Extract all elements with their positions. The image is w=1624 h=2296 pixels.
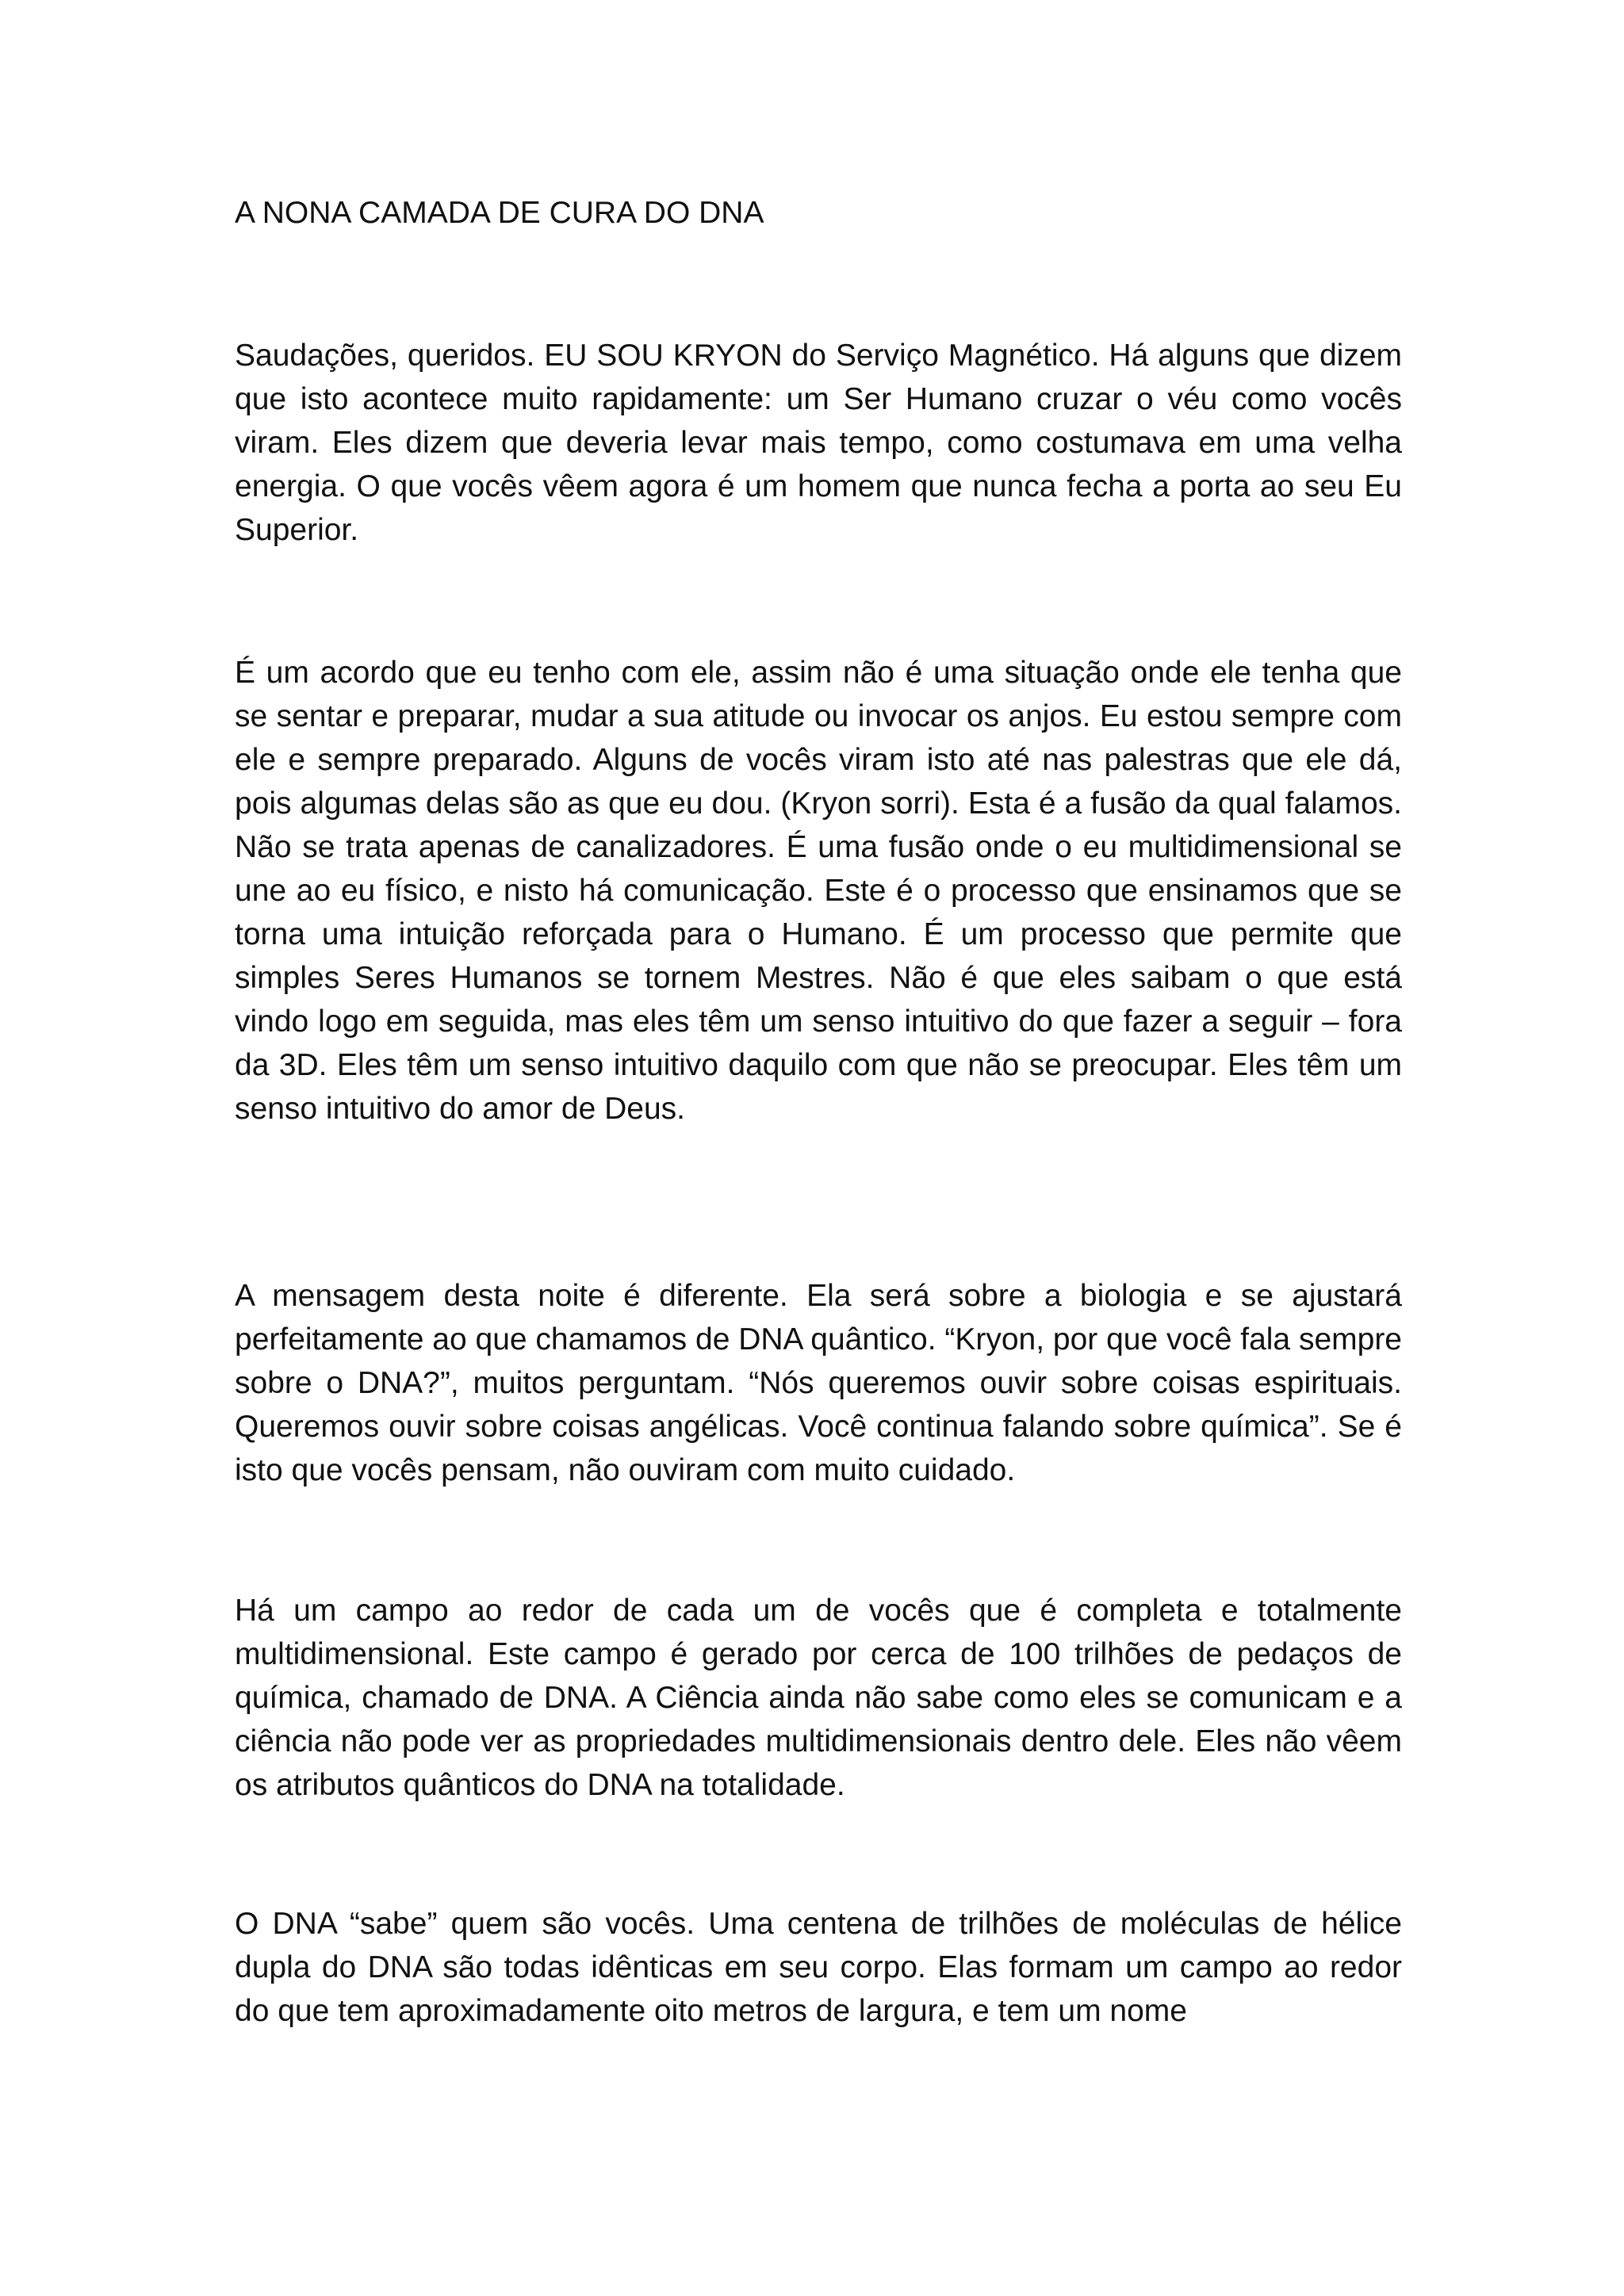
paragraph-greeting: Saudações, queridos. EU SOU KRYON do Serviço Magnético. Há alguns que dizem que isto acontece muito rapidamente: um Ser Humano cruzar o véu como vocês viram. Eles dizem que deveria levar mais tempo, como costumava em uma velha energia. O que vocês vêem agora é um homem que nunca fecha a porta ao seu Eu Superior.: [235, 339, 1402, 547]
paragraph-agreement: É um acordo que eu tenho com ele, assim não é uma situação onde ele tenha que se sentar e preparar, mudar a sua atitude ou invocar os anjos. Eu estou sempre com ele e sempre preparado. Alguns de vocês viram isto até nas palestras que ele dá, pois algumas delas são as que eu dou. (Kryon sorri). Esta é a fusão da qual falamos. Não se trata apenas de canalizadores. É uma fusão onde o eu multidimensional se une ao eu físico, e nisto há comunicação. Este é o processo que ensinamos que se torna uma intuição reforçada para o Humano. É um processo que permite que simples Seres Humanos se tornem Mestres. Não é que eles saibam o que está vindo logo em seguida, mas eles têm um senso intuitivo do que fazer a seguir – fora da 3D. Eles têm um senso intuitivo daquilo com que não se preocupar. Eles têm um senso intuitivo do amor de Deus.: [235, 656, 1402, 1126]
paragraph-dna-knows: O DNA “sabe” quem são vocês. Uma centena de trilhões de moléculas de hélice dupla do DNA são todas idênticas em seu corpo. Elas formam um campo ao redor do que tem aproximadamente oito metros de largura, e tem um nome: [235, 1907, 1402, 2028]
paragraph-field: Há um campo ao redor de cada um de vocês que é completa e totalmente multidimensional. Este campo é gerado por cerca de 100 trilhões de pedaços de química, chamado de DNA. A Ciência ainda não sabe como eles se comunicam e a ciência não pode ver as propriedades multidimensionais dentro dele. Eles não vêem os atributos quânticos do DNA na totalidade.: [235, 1594, 1402, 1802]
document-title: A NONA CAMADA DE CURA DO DNA: [235, 196, 764, 230]
paragraph-message: A mensagem desta noite é diferente. Ela será sobre a biologia e se ajustará perfeitamente ao que chamamos de DNA quântico. “Kryon, por que você fala sempre sobre o DNA?”, muitos perguntam. “Nós queremos ouvir sobre coisas espirituais. Queremos ouvir sobre coisas angélicas. Você continua falando sobre química”. Se é isto que vocês pensam, não ouviram com muito cuidado.: [235, 1279, 1402, 1487]
